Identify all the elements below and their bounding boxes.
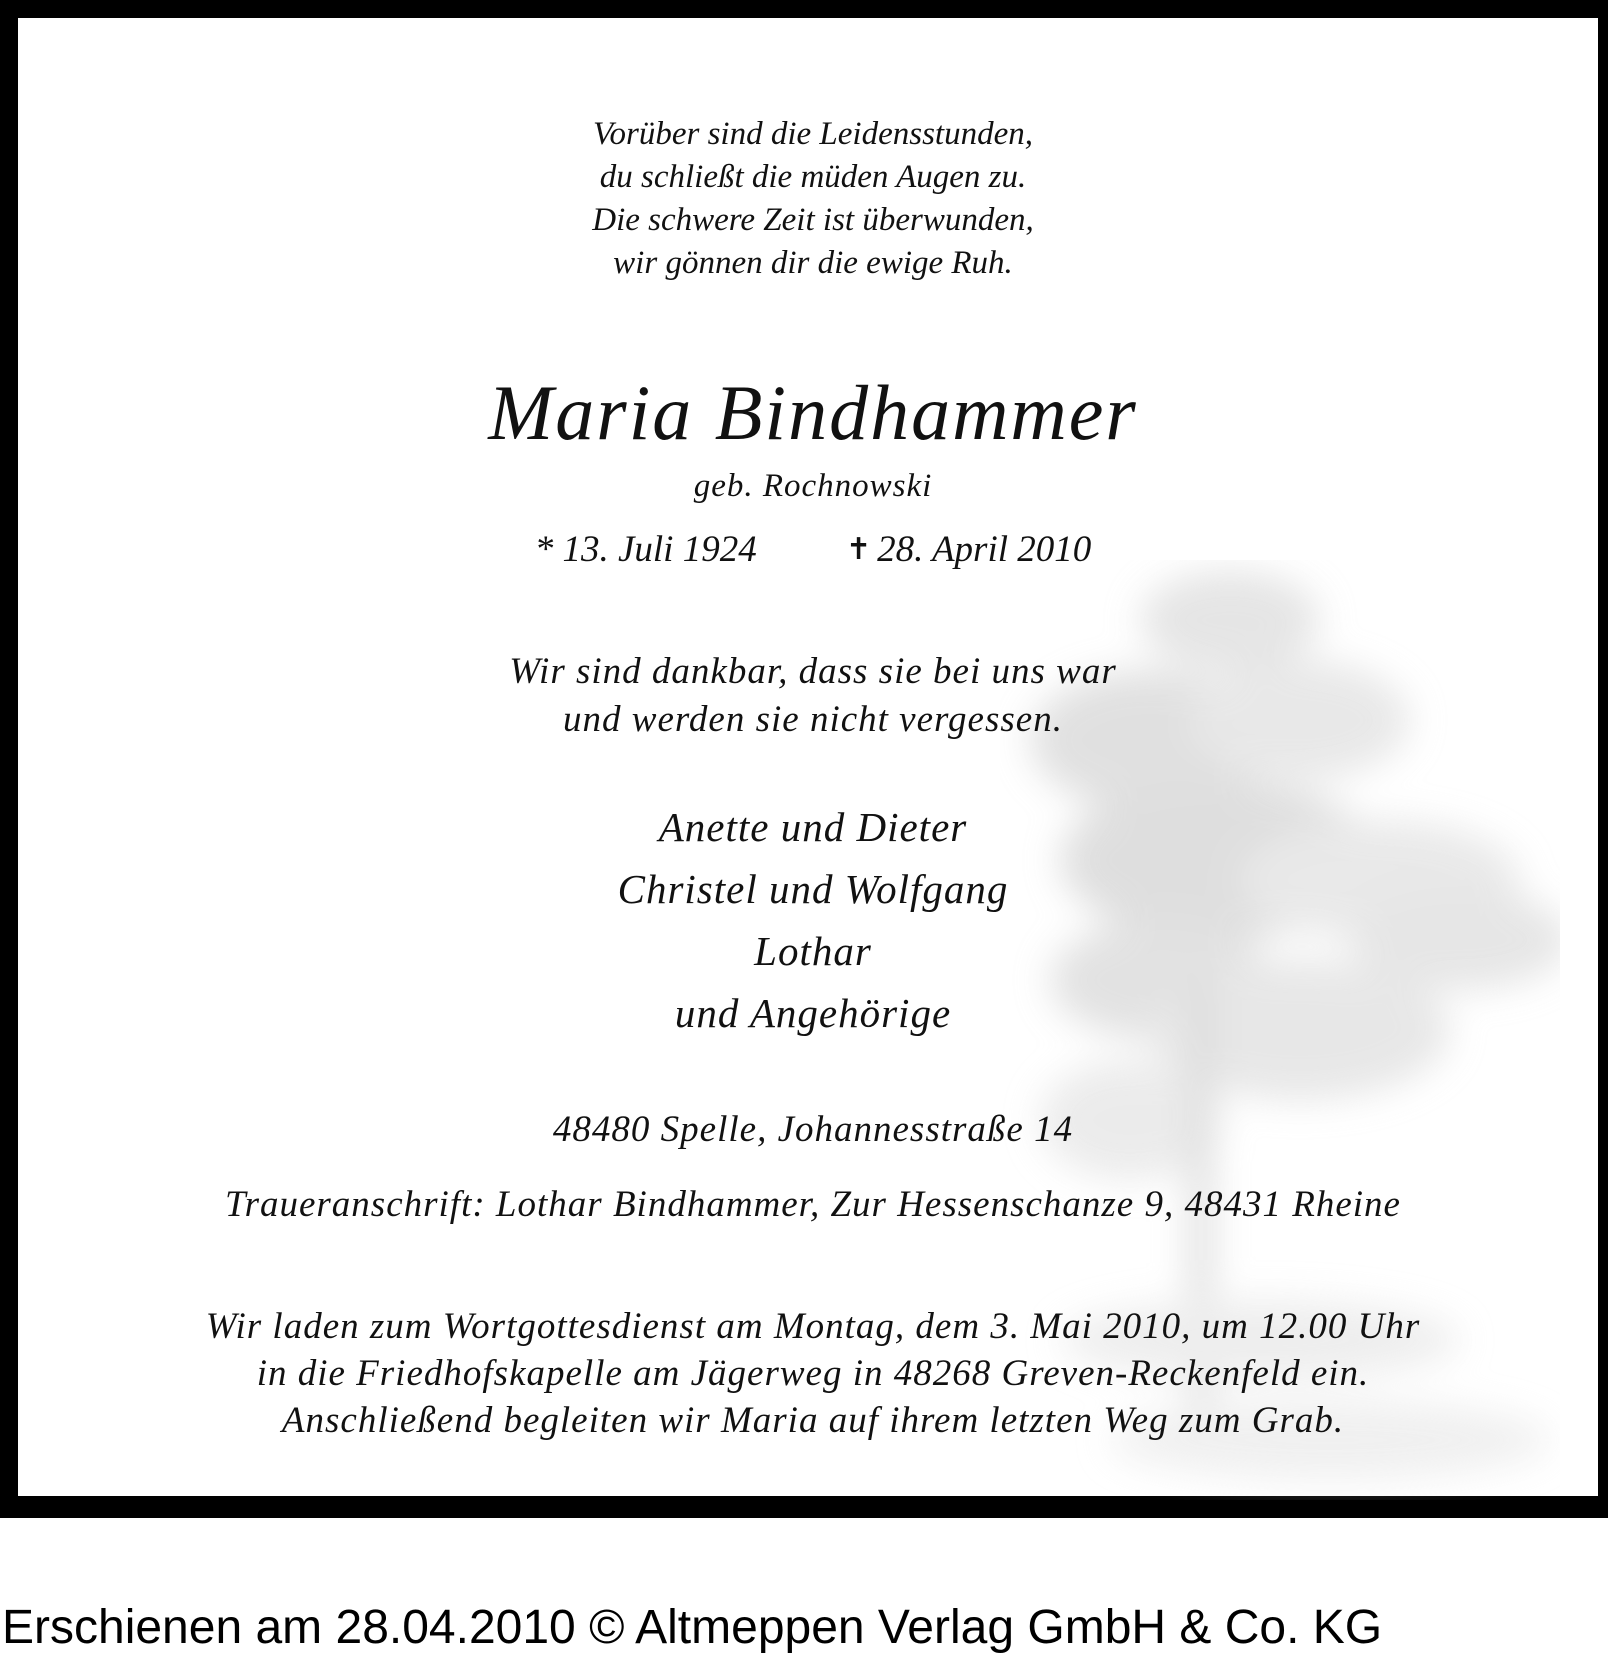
invitation-line: in die Friedhofskapelle am Jägerweg in 48268 Greven-Reckenfeld ein. bbox=[256, 1353, 1370, 1394]
mourning-address: Traueranschrift: Lothar Bindhammer, Zur Hessenschanze 9, 48431 Rheine bbox=[225, 1184, 1401, 1225]
family-member: Lothar bbox=[754, 928, 872, 974]
thanks-line: und werden sie nicht vergessen. bbox=[563, 699, 1063, 740]
family-member: und Angehörige bbox=[674, 990, 952, 1036]
birth-name: geb. Rochnowski bbox=[693, 468, 933, 504]
death-date: 28. April 2010 bbox=[877, 529, 1092, 570]
verse-line: Die schwere Zeit ist überwunden, bbox=[592, 202, 1034, 238]
address: 48480 Spelle, Johannesstraße 14 bbox=[552, 1109, 1074, 1150]
cross-icon: ✝ bbox=[845, 533, 872, 566]
verse-line: Vorüber sind die Leidensstunden, bbox=[593, 116, 1033, 152]
deceased-name: Maria Bindhammer bbox=[488, 369, 1138, 456]
publication-credit: Erschienen am 28.04.2010 © Altmeppen Verlag GmbH & Co. KG bbox=[2, 1601, 1383, 1654]
border-gap bbox=[1610, 410, 1624, 1518]
birth-date: * 13. Juli 1924 bbox=[534, 529, 757, 570]
invitation-line: Anschließend begleiten wir Maria auf ihrem letzten Weg zum Grab. bbox=[281, 1400, 1345, 1441]
family-member: Anette und Dieter bbox=[658, 804, 968, 850]
invitation-line: Wir laden zum Wortgottesdienst am Montag, dem 3. Mai 2010, um 12.00 Uhr bbox=[205, 1306, 1421, 1347]
death-date-group bbox=[846, 528, 1091, 571]
life-dates bbox=[18, 528, 1608, 571]
thanks-line: Wir sind dankbar, dass sie bei uns war bbox=[509, 651, 1117, 692]
verse-line: du schließt die müden Augen zu. bbox=[599, 159, 1027, 195]
obituary-notice bbox=[18, 18, 1608, 1496]
verse-line: wir gönnen dir die ewige Ruh. bbox=[613, 245, 1013, 281]
family-member: Christel und Wolfgang bbox=[617, 866, 1009, 912]
